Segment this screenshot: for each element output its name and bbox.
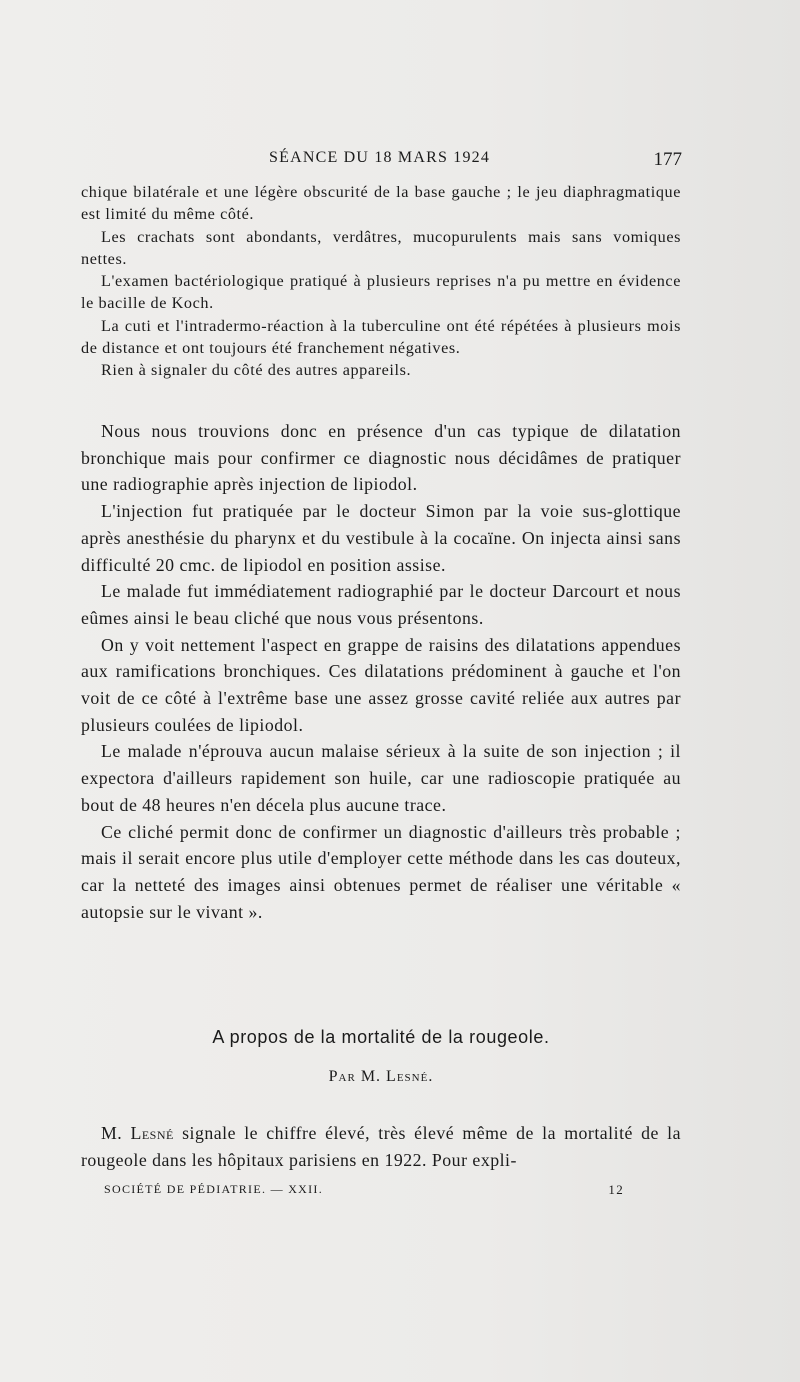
- signature-mark: 12: [608, 1182, 624, 1197]
- paragraph-text: signale le chiffre élevé, très élevé même de la mortalité de la rougeole dans les hôpitaux parisiens en 1922. Pour expli-: [81, 1123, 681, 1170]
- footer-journal: SOCIÉTÉ DE PÉDIATRIE. — XXII.: [104, 1182, 324, 1196]
- case-findings: [81, 181, 681, 382]
- section-title: A propos de la mortalité de la rougeole.: [212, 1027, 550, 1047]
- page-number: 177: [653, 149, 682, 170]
- paragraph: Rien à signaler du côté des autres appareils.: [101, 361, 412, 380]
- paragraph: [81, 1120, 681, 1173]
- author-name: M. Lesné: [101, 1123, 174, 1143]
- paragraph: L'examen bactériologique pratiqué à plusieurs reprises n'a pu mettre en évidence le bacille de Koch.: [81, 272, 681, 313]
- paragraph: Les crachats sont abondants, verdâtres, mucopurulents mais sans vomiques nettes.: [81, 227, 681, 268]
- paragraph: Le malade n'éprouva aucun malaise sérieux à la suite de son injection ; il expectora d'ailleurs rapidement son huile, car une radioscopie pratiquée au bout de 48 heures n'en décela plus aucune trace.: [81, 741, 681, 815]
- page-header: [82, 143, 682, 173]
- paragraph: chique bilatérale et une légère obscurité de la base gauche ; le jeu diaphragmatique est limité du même côté.: [81, 183, 681, 224]
- page-footer: [104, 1182, 624, 1202]
- paragraph: L'injection fut pratiquée par le docteur Simon par la voie sus-glottique après anesthésie du pharynx et du vestibule à la cocaïne. On injecta ainsi sans difficulté 20 cmc. de lipiodol en position assise.: [81, 501, 681, 575]
- author-byline: Par M. Lesné.: [328, 1068, 434, 1085]
- paragraph: La cuti et l'intradermo-réaction à la tuberculine ont été répétées à plusieurs mois de distance et ont toujours été franchement négatives.: [81, 316, 681, 358]
- paragraph: Ce cliché permit donc de confirmer un diagnostic d'ailleurs très probable ; mais il serait encore plus utile d'employer cette méthode dans les cas douteux, car la netteté des images ainsi obtenues permet de réaliser une véritable « autopsie sur le vivant ».: [81, 821, 681, 922]
- section-body: [81, 1120, 681, 1173]
- running-head: SÉANCE DU 18 MARS 1924: [269, 149, 491, 166]
- discussion: [81, 418, 681, 925]
- paragraph: On y voit nettement l'aspect en grappe de raisins des dilatations appendues aux ramifications bronchiques. Ces dilatations prédominent à gauche et l'on voit de ce côté à l'extrême base une assez grosse cavité reliée aux autres par plusieurs coulées de lipiodol.: [81, 634, 681, 735]
- paragraph: Nous nous trouvions donc en présence d'un cas typique de dilatation bronchique mais pour confirmer ce diagnostic nous décidâmes de pratiquer une radiographie après injection de lipiodol.: [81, 421, 681, 495]
- paragraph: Le malade fut immédiatement radiographié par le docteur Darcourt et nous eûmes ainsi le beau cliché que nous vous présentons.: [81, 581, 681, 628]
